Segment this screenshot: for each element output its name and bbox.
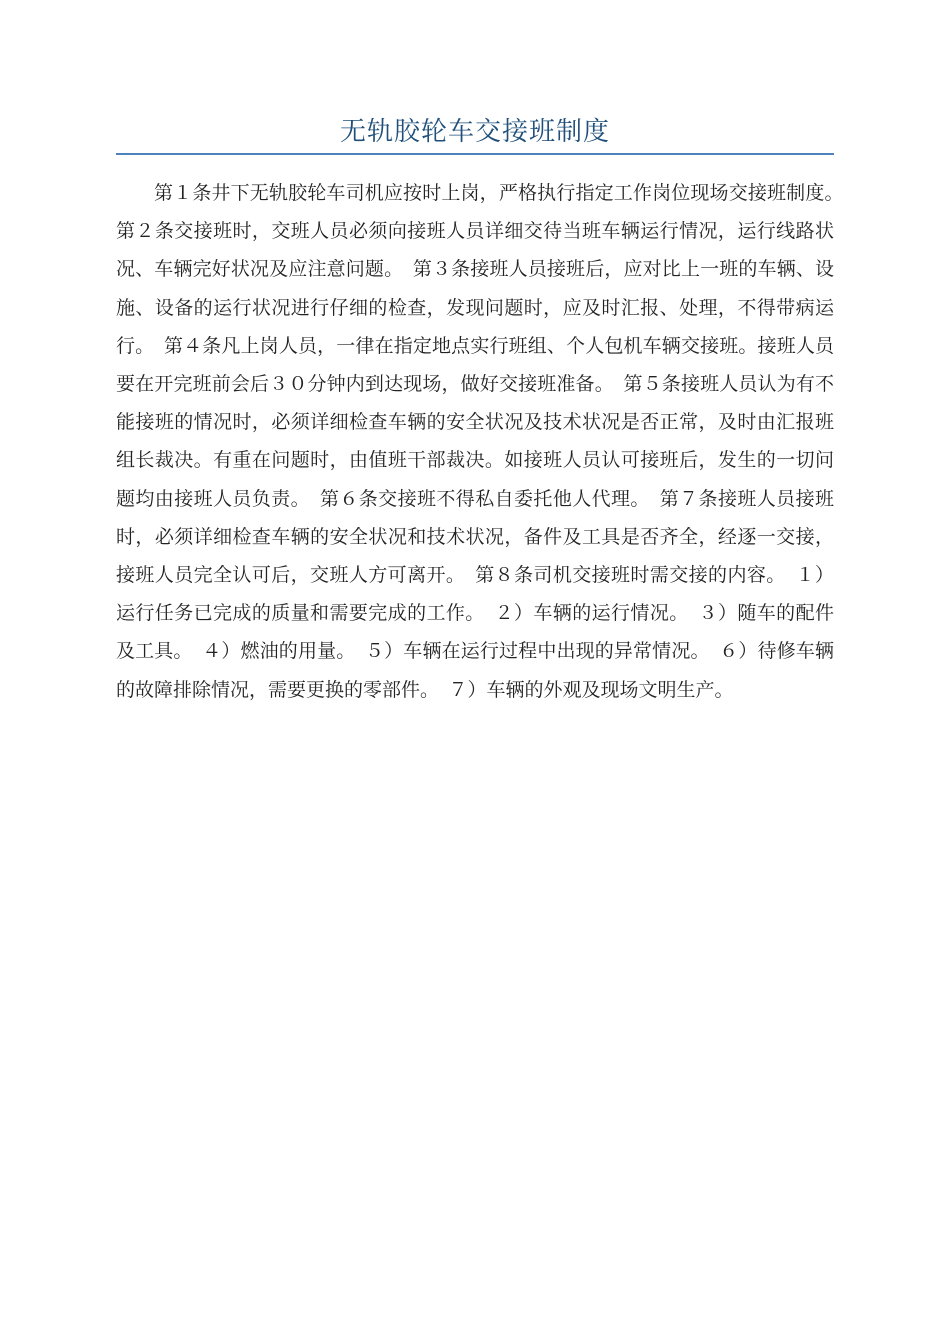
document-body: 第１条井下无轨胶轮车司机应按时上岗，严格执行指定工作岗位现场交接班制度。 第２条交接班时，交班人员必须向接班人员详细交待当班车辆运行情况，运行线路状况、车辆完好状况及应注意问题。 第３条接班人员接班后，应对比上一班的车辆、设施、设备的运行状况进行仔细的检查，发现问题时，应及时汇报、处理，不得带病运行。 第４条凡上岗人员，一律在指定地点实行班组、个人包机车辆交接班。接班人员要在开完班前会后３０分钟内到达现场，做好交接班准备。 第５条接班人员认为有不能接班的情况时，必须详细检查车辆的安全状况及技术状况是否正常，及时由汇报班组长裁决。有重在问题时，由值班干部裁决。如接班人员认可接班后，发生的一切问题均由接班人员负责。 第６条交接班不得私自委托他人代理。 第７条接班人员接班时，必须详细检查车辆的安全状况和技术状况，备件及工具是否齐全，经逐一交接，接班人员完全认可后，交班人方可离开。 第８条司机交接班时需交接的内容。 １）运行任务已完成的质量和需要完成的工作。 ２）车辆的运行情况。 ３）随车的配件及工具。 ４）燃油的用量。 ５）车辆在运行过程中出现的异常情况。 ６）待修车辆的故障排除情况，需要更换的零部件。 ７）车辆的外观及现场文明生产。	[116, 182, 854, 701]
document-title: 无轨胶轮车交接班制度	[339, 117, 610, 147]
title-underline	[116, 153, 834, 155]
